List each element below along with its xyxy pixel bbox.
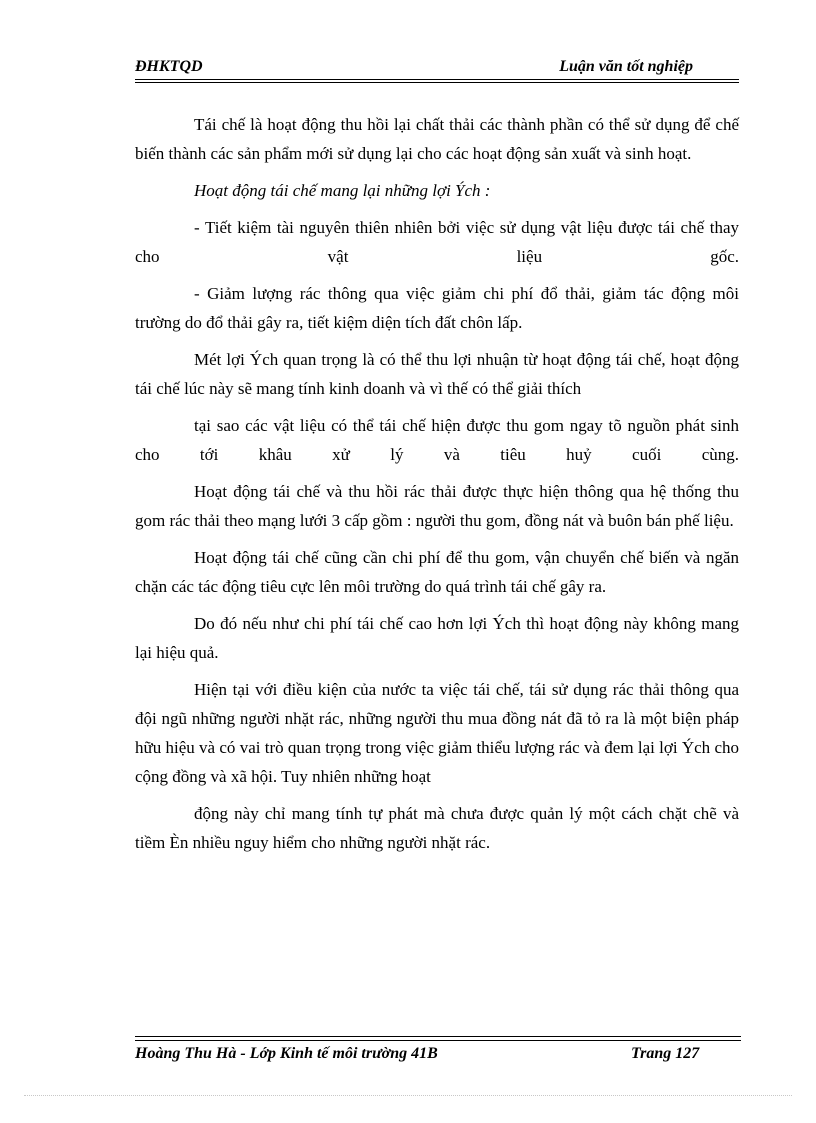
paragraph-benefit-resources: - Tiết kiệm tài nguyên thiên nhiên bởi việc sử dụng vật liệu được tái chế thay cho vật liệu gốc.	[135, 218, 739, 266]
paragraph-profit: Mét lợi Ých quan trọng là có thể thu lợi nhuận từ hoạt động tái chế, hoạt động tái chế lúc này sẽ mang tính kinh doanh và vì thế có thể giải thích	[135, 350, 739, 398]
page-footer	[135, 1045, 741, 1069]
paragraph-definition: Tái chế là hoạt động thu hồi lại chất thải các thành phần có thể sử dụng để chế biến thành các sản phẩm mới sử dụng lại cho các hoạt động sản xuất và sinh hoạt.	[135, 115, 739, 163]
header-institution: ĐHKTQD	[135, 58, 203, 75]
document-body	[135, 110, 739, 857]
footer-rule-thin-lower	[135, 1040, 741, 1041]
paragraph-benefit-waste-reduction: - Giảm lượng rác thông qua việc giảm chi phí đổ thải, giảm tác động môi trường do đổ thải gây ra, tiết kiệm diện tích đất chôn lấp.	[135, 284, 739, 332]
footer-author: Hoàng Thu Hà - Lớp Kinh tế môi trường 41B	[135, 1045, 438, 1062]
paragraph-collection-source: tại sao các vật liệu có thể tái chế hiện được thu gom ngay tõ nguồn phát sinh cho tới khâu xử lý và tiêu huỷ cuối cùng.	[135, 416, 739, 464]
header-document-type: Luận văn tốt nghiệp	[559, 58, 693, 75]
footer-rule-thin	[135, 1036, 741, 1037]
header-rule-thin	[135, 79, 739, 80]
page-edge-divider	[24, 1095, 792, 1096]
paragraph-current-situation: Hiện tại với điều kiện của nước ta việc tái chế, tái sử dụng rác thải thông qua đội ngũ những người nhặt rác, những người thu mua đồng nát đã tỏ ra là một biện pháp hữu hiệu và có vai trò quan trọng trong việc giảm thiểu lượng rác và đem lại lợi Ých cho cộng đồng và xã hội. Tuy nhiên những hoạt	[135, 680, 739, 786]
paragraph-costs: Hoạt động tái chế cũng cần chi phí để thu gom, vận chuyển chế biến và ngăn chặn các tác động tiêu cực lên môi trường do quá trình tái chế gây ra.	[135, 548, 739, 596]
header-rule-thin-lower	[135, 82, 739, 83]
paragraph-risks: động này chỉ mang tính tự phát mà chưa được quản lý một cách chặt chẽ và tiềm Èn nhiều nguy hiểm cho những người nhặt rác.	[135, 804, 739, 852]
page-header	[135, 58, 739, 80]
paragraph-benefits-heading: Hoạt động tái chế mang lại những lợi Ých :	[194, 181, 491, 200]
paragraph-collection-network: Hoạt động tái chế và thu hồi rác thải được thực hiện thông qua hệ thống thu gom rác thải theo mạng lưới 3 cấp gồm : người thu gom, đồng nát và buôn bán phế liệu.	[135, 482, 739, 530]
paragraph-efficiency: Do đó nếu như chi phí tái chế cao hơn lợi Ých thì hoạt động này không mang lại hiệu quả.	[135, 614, 739, 662]
page-number: Trang 127	[631, 1045, 700, 1062]
